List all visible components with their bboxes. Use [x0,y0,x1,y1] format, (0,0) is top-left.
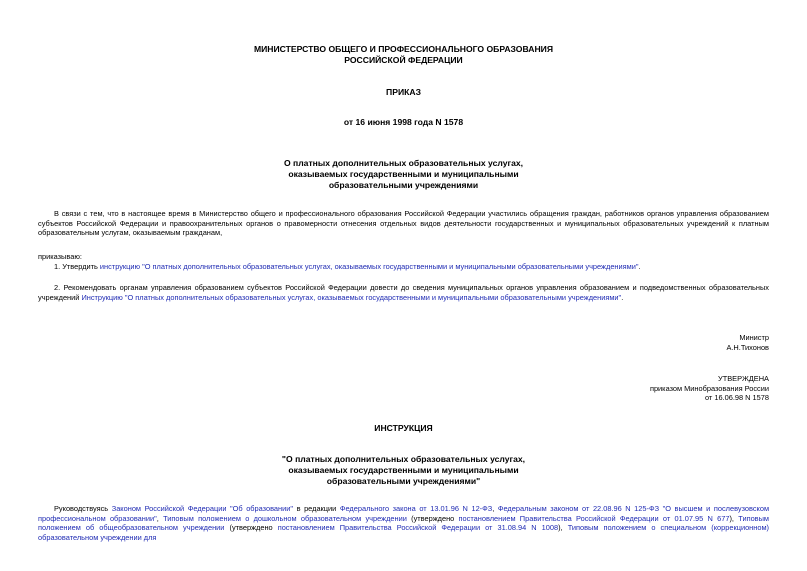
instruction-subject [0,454,807,487]
approval-line-2: приказом Минобразования России [649,383,769,393]
resolution-677-link[interactable]: постановлением Правительства Российской Федерации от 01.07.95 N 677 [458,513,730,523]
order-word: приказываю: [38,252,82,261]
instruction-link-2[interactable]: Инструкцию "О платных дополнительных образовательных услугах, оказываемых государственными и муниципальными образовательными учреждениями" [81,292,622,302]
special-institution-regulation-link[interactable]: Типовым положением о специальном (коррекционном) образовательном учреждении для [38,523,769,542]
order-item-2 [38,283,769,302]
preamble-paragraph: В связи с тем, что в настоящее время в Министерство общего и профессионального образования Российской Федерации участились обращения граждан, работников органов управления образованием субъектов Российской Федерации и правоохранительных органов о правомерности отнесения отдельных видов деятельности государственных и муниципальных образовательных учреждений к платным образовательным услугам, оказываемым гражданам, [38,209,769,238]
subject-line-1: О платных дополнительных образовательных услугах, [283,158,524,168]
instruction-title: ИНСТРУКЦИЯ [374,423,433,433]
signature-block [726,333,769,352]
item-1-suffix: . [638,262,641,271]
instruction-paragraph [38,504,769,542]
date-number-heading: от 16 июня 1998 года N 1578 [343,117,464,127]
approval-block [650,374,769,403]
instruction-link-1[interactable]: инструкцию "О платных дополнительных образовательных услугах, оказываемых государственными и муниципальными образовательными учреждениями" [99,262,639,271]
item-2-prefix: 2. Рекомендовать органам управления образованием субъектов Российской Федерации довести до сведения муниципальных органов управления образованием и подведомственных образовательных учреждений [38,283,769,302]
law-on-education-link[interactable]: Законом Российской Федерации "Об образовании" [111,504,294,513]
federal-law-12fz-link[interactable]: Федерального закона от 13.01.96 N 12-ФЗ [339,504,493,513]
signature-title: Министр [739,333,769,342]
instr-text-4: , [156,513,164,523]
instr-text-5: (утверждено [406,513,459,523]
instr-text-1: Руководствуясь [54,504,112,513]
signature-name: А.Н.Тихонов [726,342,769,352]
item-2-suffix: . [621,292,624,302]
instr-text-8: ), [558,523,568,533]
instruction-subject-line-3: образовательными учреждениями" [326,476,481,486]
order-item-1 [38,262,769,272]
ministry-line-1: МИНИСТЕРСТВО ОБЩЕГО И ПРОФЕССИОНАЛЬНОГО ОБРАЗОВАНИЯ [253,44,554,54]
subject-heading [0,158,807,191]
ministry-line-2: РОССИЙСКОЙ ФЕДЕРАЦИИ [344,55,463,65]
preschool-regulation-link[interactable]: Типовым положением о дошкольном образовательном учреждении [163,513,407,523]
instr-text-3: , [492,504,498,513]
subject-line-3: образовательными учреждениями [328,180,479,190]
resolution-1008-link[interactable]: постановлением Правительства Российской Федерации от 31.08.94 N 1008 [277,523,559,533]
subject-line-2: оказываемых государственными и муниципальными [288,169,519,179]
federal-law-125fz-link[interactable]: Федеральным законом от 22.08.96 N 125-ФЗ "О высшем и послевузовском профессиональном образовании" [38,504,770,523]
approval-line-3: от 16.06.98 N 1578 [704,393,769,403]
item-1-prefix: 1. Утвердить [54,262,100,271]
doc-type-heading: ПРИКАЗ [386,87,421,97]
instr-text-2: в редакции [293,504,340,513]
approval-line-1: УТВЕРЖДЕНА [718,374,769,383]
instr-text-6: ), [729,513,739,523]
instruction-subject-line-2: оказываемых государственными и муниципальными [288,465,519,475]
instruction-subject-line-1: "О платных дополнительных образовательных услугах, [281,454,526,464]
instr-text-7: (утверждено [224,523,278,533]
general-education-regulation-link[interactable]: Типовым положением об общеобразовательном учреждении [38,513,769,533]
ministry-heading [0,44,807,66]
